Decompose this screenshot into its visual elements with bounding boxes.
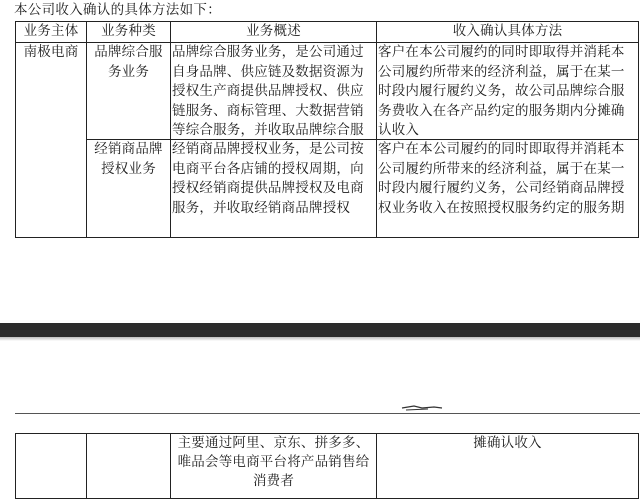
- business-type-cell: [87, 434, 171, 499]
- overview-text: 主要通过阿里、京东、拼多多、唯品会等电商平台将产品销售给消费者: [177, 435, 370, 489]
- table-row: [16, 140, 639, 238]
- method-text: 客户在本公司履约的同时即取得并消耗本公司履约所带来的经济利益，属于在某一时段内履行履约义务，故公司品牌综合服务费收入在各产品约定的服务期内分摊确认收入: [378, 44, 625, 138]
- method-text: 客户在本公司履约的同时即取得并消耗本公司履约所带来的经济利益，属于在某一时段内履行履约义务，公司经销商品牌授权业务收入在按照授权服务约定的服务期: [378, 141, 625, 216]
- revenue-recognition-table: [15, 21, 639, 238]
- entity-cell: 南极电商: [16, 43, 87, 238]
- business-type-text: 经销商品牌授权业务: [94, 141, 163, 177]
- footer-line: [15, 413, 640, 414]
- table-row: [16, 43, 639, 140]
- page-break-shadow: [0, 337, 640, 341]
- header-overview: 业务概述: [171, 22, 377, 43]
- table-row: [16, 434, 639, 499]
- header-method: 收入确认具体方法: [377, 22, 639, 43]
- method-cell: [377, 434, 639, 499]
- method-cell: [377, 43, 639, 140]
- overview-text: 品牌综合服务业务，是公司通过自身品牌、供应链及数据资源为授权生产商提供品牌授权、供应链服务、商标管理、大数据营销等综合服务，并收取品牌综合服: [172, 44, 364, 138]
- overview-text: 经销商品牌授权业务，是公司按电商平台各店铺的授权周期，向授权经销商提供品牌授权及电商服务，并收取经销商品牌授权: [172, 141, 364, 216]
- table-header-row: [16, 22, 639, 43]
- business-type-cell: [87, 140, 171, 238]
- overview-cell: [171, 140, 377, 238]
- business-type-cell: [87, 43, 171, 140]
- overview-cell: [171, 434, 377, 499]
- method-text: 摊确认收入: [473, 435, 542, 451]
- overview-cell: [171, 43, 377, 140]
- header-business-type: 业务种类: [87, 22, 171, 43]
- business-type-text: 品牌综合服务业务: [94, 44, 163, 80]
- method-cell: [377, 140, 639, 238]
- scribble-mark: [400, 403, 444, 413]
- intro-text: 本公司收入确认的具体方法如下：: [14, 2, 221, 18]
- continuation-table: [15, 433, 639, 499]
- page-break-bar: [0, 323, 640, 337]
- entity-cell: [16, 434, 87, 499]
- header-entity: 业务主体: [16, 22, 87, 43]
